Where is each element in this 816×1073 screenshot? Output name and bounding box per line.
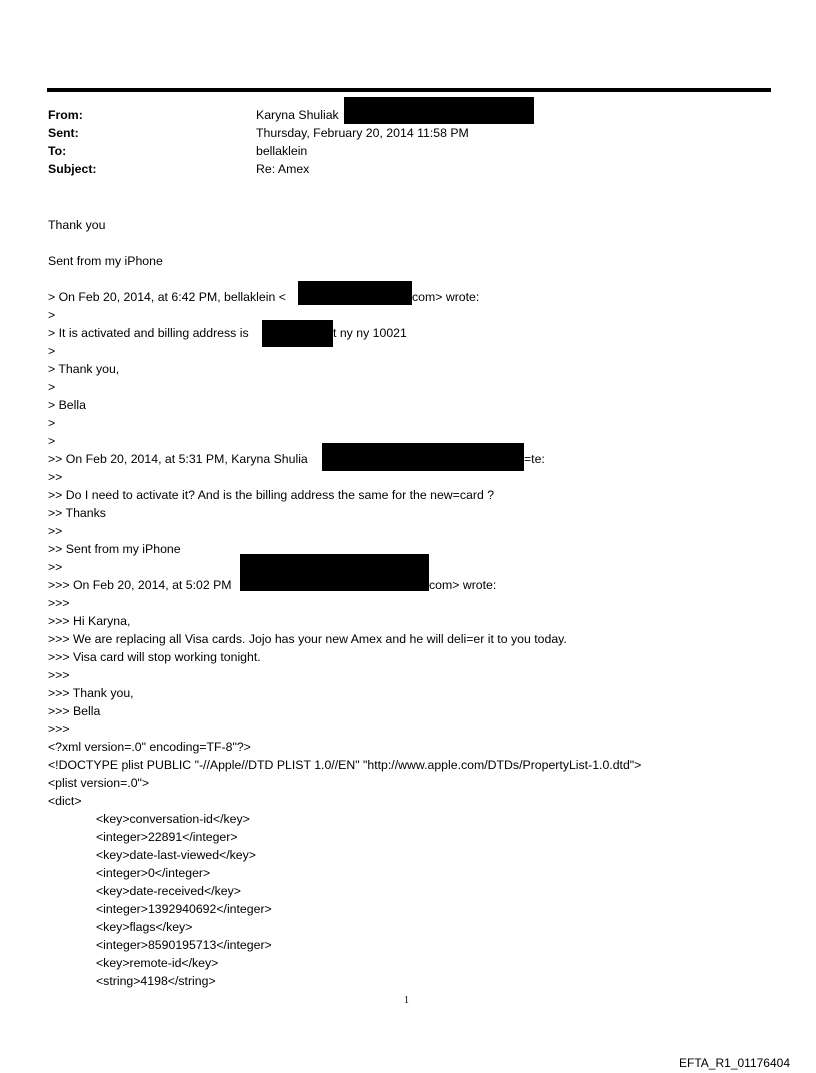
quote-line: t ny ny 10021 xyxy=(333,326,407,340)
quote-line: >>> Thank you, xyxy=(48,686,134,700)
xml-line: <?xml version=.0" encoding=TF-8"?> xyxy=(48,740,251,754)
quote-line: >>> xyxy=(48,668,70,682)
body-line: Thank you xyxy=(48,218,106,232)
quote-line: > Bella xyxy=(48,398,86,412)
quote-line: >>> We are replacing all Visa cards. Jojo has your new Amex and he will deli=er it to you today. xyxy=(48,632,567,646)
quote-line: >> Do I need to activate it? And is the billing address the same for the new=card ? xyxy=(48,488,495,502)
quote-line: >>> Visa card will stop working tonight. xyxy=(48,650,261,664)
to-label: To: xyxy=(48,144,67,158)
page-number: 1 xyxy=(404,995,409,1006)
subject-value: Re: Amex xyxy=(256,162,310,176)
from-value: Karyna Shuliak xyxy=(256,108,339,122)
quote-line: >>> xyxy=(48,722,70,736)
quote-line: com> wrote: xyxy=(429,578,497,592)
body-line: Sent from my iPhone xyxy=(48,254,163,268)
quote-line: > xyxy=(48,344,56,358)
plist-line: <integer>0</integer> xyxy=(96,866,211,880)
quote-line: >> xyxy=(48,470,63,484)
quote-line: > It is activated and billing address is xyxy=(48,326,249,340)
quote-line: >> xyxy=(48,560,63,574)
quote-line: > xyxy=(48,416,56,430)
quote-line: >>> Bella xyxy=(48,704,101,718)
redaction-email xyxy=(240,554,429,591)
bates-number: EFTA_R1_01176404 xyxy=(679,1056,790,1070)
sent-value: Thursday, February 20, 2014 11:58 PM xyxy=(256,126,469,140)
xml-line: <!DOCTYPE plist PUBLIC "-//Apple//DTD PLIST 1.0//EN" "http://www.apple.com/DTDs/PropertyList-1.0.dtd"> xyxy=(48,758,642,772)
plist-line: <key>flags</key> xyxy=(96,920,193,934)
quote-line: > On Feb 20, 2014, at 6:42 PM, bellaklein < xyxy=(48,290,286,304)
quote-line: >> Sent from my iPhone xyxy=(48,542,181,556)
redaction-address xyxy=(262,320,333,347)
redaction-email xyxy=(322,443,524,471)
sent-label: Sent: xyxy=(48,126,79,140)
plist-line: <integer>8590195713</integer> xyxy=(96,938,272,952)
redaction-from-email xyxy=(344,97,534,124)
quote-line: >>> On Feb 20, 2014, at 5:02 PM xyxy=(48,578,232,592)
from-label: From: xyxy=(48,108,83,122)
quote-line: > xyxy=(48,380,56,394)
plist-line: <key>conversation-id</key> xyxy=(96,812,250,826)
to-value: bellaklein xyxy=(256,144,308,158)
quote-line: > Thank you, xyxy=(48,362,120,376)
quote-line: >>> Hi Karyna, xyxy=(48,614,131,628)
redaction-email xyxy=(298,281,412,305)
quote-line: > xyxy=(48,308,56,322)
xml-line: <plist version=.0"> xyxy=(48,776,150,790)
xml-line: <dict> xyxy=(48,794,82,808)
quote-line: >>> xyxy=(48,596,70,610)
quote-line: >> Thanks xyxy=(48,506,106,520)
plist-line: <string>4198</string> xyxy=(96,974,216,988)
quote-line: > xyxy=(48,434,56,448)
subject-label: Subject: xyxy=(48,162,97,176)
plist-line: <key>date-last-viewed</key> xyxy=(96,848,256,862)
quote-line: com> wrote: xyxy=(412,290,480,304)
quote-line: >> On Feb 20, 2014, at 5:31 PM, Karyna Shulia xyxy=(48,452,308,466)
plist-line: <integer>22891</integer> xyxy=(96,830,238,844)
quote-line: >> xyxy=(48,524,63,538)
plist-line: <key>date-received</key> xyxy=(96,884,241,898)
plist-line: <key>remote-id</key> xyxy=(96,956,219,970)
header-rule xyxy=(47,88,771,92)
plist-line: <integer>1392940692</integer> xyxy=(96,902,272,916)
quote-line: =te: xyxy=(524,452,545,466)
